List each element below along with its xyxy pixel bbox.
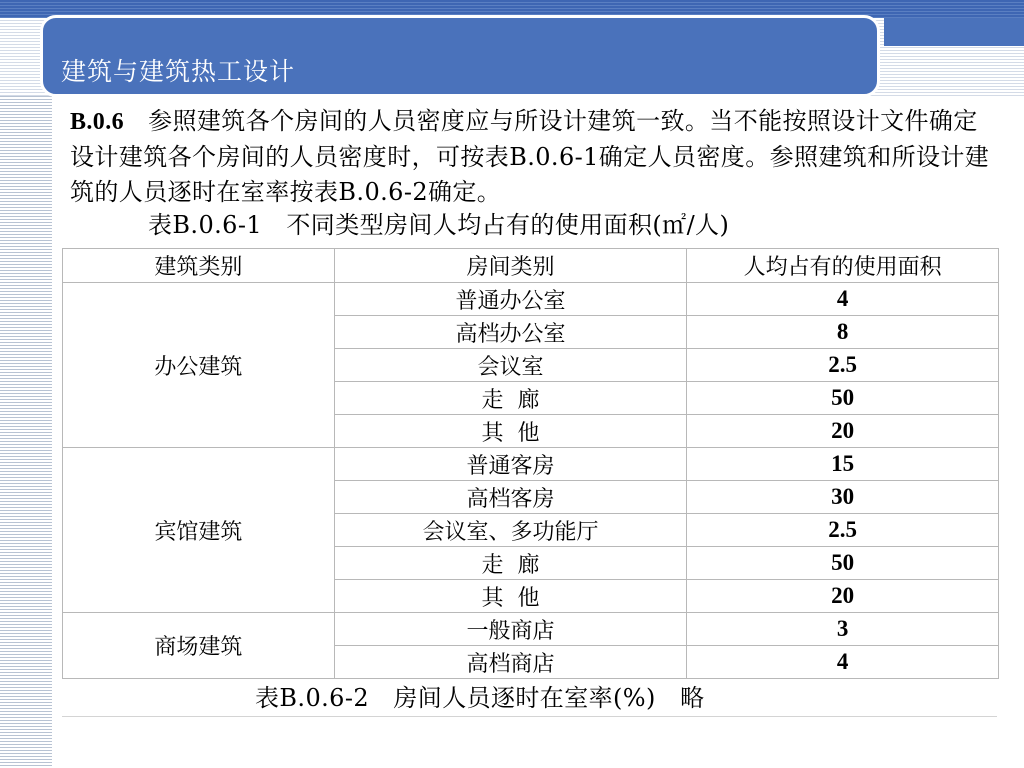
room-cell: 高档办公室 — [334, 316, 687, 349]
category-cell: 宾馆建筑 — [63, 448, 335, 613]
room-cell: 会议室 — [334, 349, 687, 382]
value-cell: 30 — [687, 481, 999, 514]
room-cell: 普通办公室 — [334, 283, 687, 316]
room-cell: 会议室、多功能厅 — [334, 514, 687, 547]
value-cell: 20 — [687, 415, 999, 448]
value-cell: 2.5 — [687, 514, 999, 547]
header-building-type: 建筑类别 — [63, 249, 335, 283]
table2-caption: 表B.0.6-2 房间人员逐时在室率(%) 略 — [255, 684, 705, 712]
value-cell: 15 — [687, 448, 999, 481]
category-cell: 商场建筑 — [63, 613, 335, 679]
slide-title-bar — [40, 15, 880, 97]
header-right-bar — [884, 18, 1024, 46]
value-cell: 20 — [687, 580, 999, 613]
section-code: B.0.6 — [70, 109, 125, 135]
section-paragraph — [70, 104, 990, 210]
table-header-row — [63, 249, 999, 283]
left-stripe-decoration — [0, 0, 52, 768]
footer-divider — [62, 716, 997, 717]
section-text: 参照建筑各个房间的人员密度应与所设计建筑一致。当不能按照设计文件确定设计建筑各个房间的人员密度时，可按表B.0.6-1确定人员密度。参照建筑和所设计建筑的人员逐时在室率按表B.0.6-2确定。 — [70, 107, 990, 206]
room-cell: 走 廊 — [334, 382, 687, 415]
value-cell: 3 — [687, 613, 999, 646]
slide-title: 建筑与建筑热工设计 — [61, 57, 296, 86]
value-cell: 2.5 — [687, 349, 999, 382]
room-cell: 走 廊 — [334, 547, 687, 580]
room-cell: 其 他 — [334, 415, 687, 448]
header-area-per-person: 人均占有的使用面积 — [687, 249, 999, 283]
room-cell: 高档客房 — [334, 481, 687, 514]
header-room-type: 房间类别 — [334, 249, 687, 283]
value-cell: 50 — [687, 382, 999, 415]
category-cell: 办公建筑 — [63, 283, 335, 448]
value-cell: 4 — [687, 283, 999, 316]
table-row — [63, 448, 999, 481]
room-cell: 一般商店 — [334, 613, 687, 646]
section-text-spacer — [132, 107, 148, 135]
table-row — [63, 283, 999, 316]
room-cell: 高档商店 — [334, 646, 687, 679]
value-cell: 50 — [687, 547, 999, 580]
table-row — [63, 613, 999, 646]
value-cell: 4 — [687, 646, 999, 679]
table1-caption: 表B.0.6-1 不同类型房间人均占有的使用面积(㎡/人) — [148, 211, 730, 239]
value-cell: 8 — [687, 316, 999, 349]
room-cell: 其 他 — [334, 580, 687, 613]
room-cell: 普通客房 — [334, 448, 687, 481]
area-table — [62, 248, 999, 679]
